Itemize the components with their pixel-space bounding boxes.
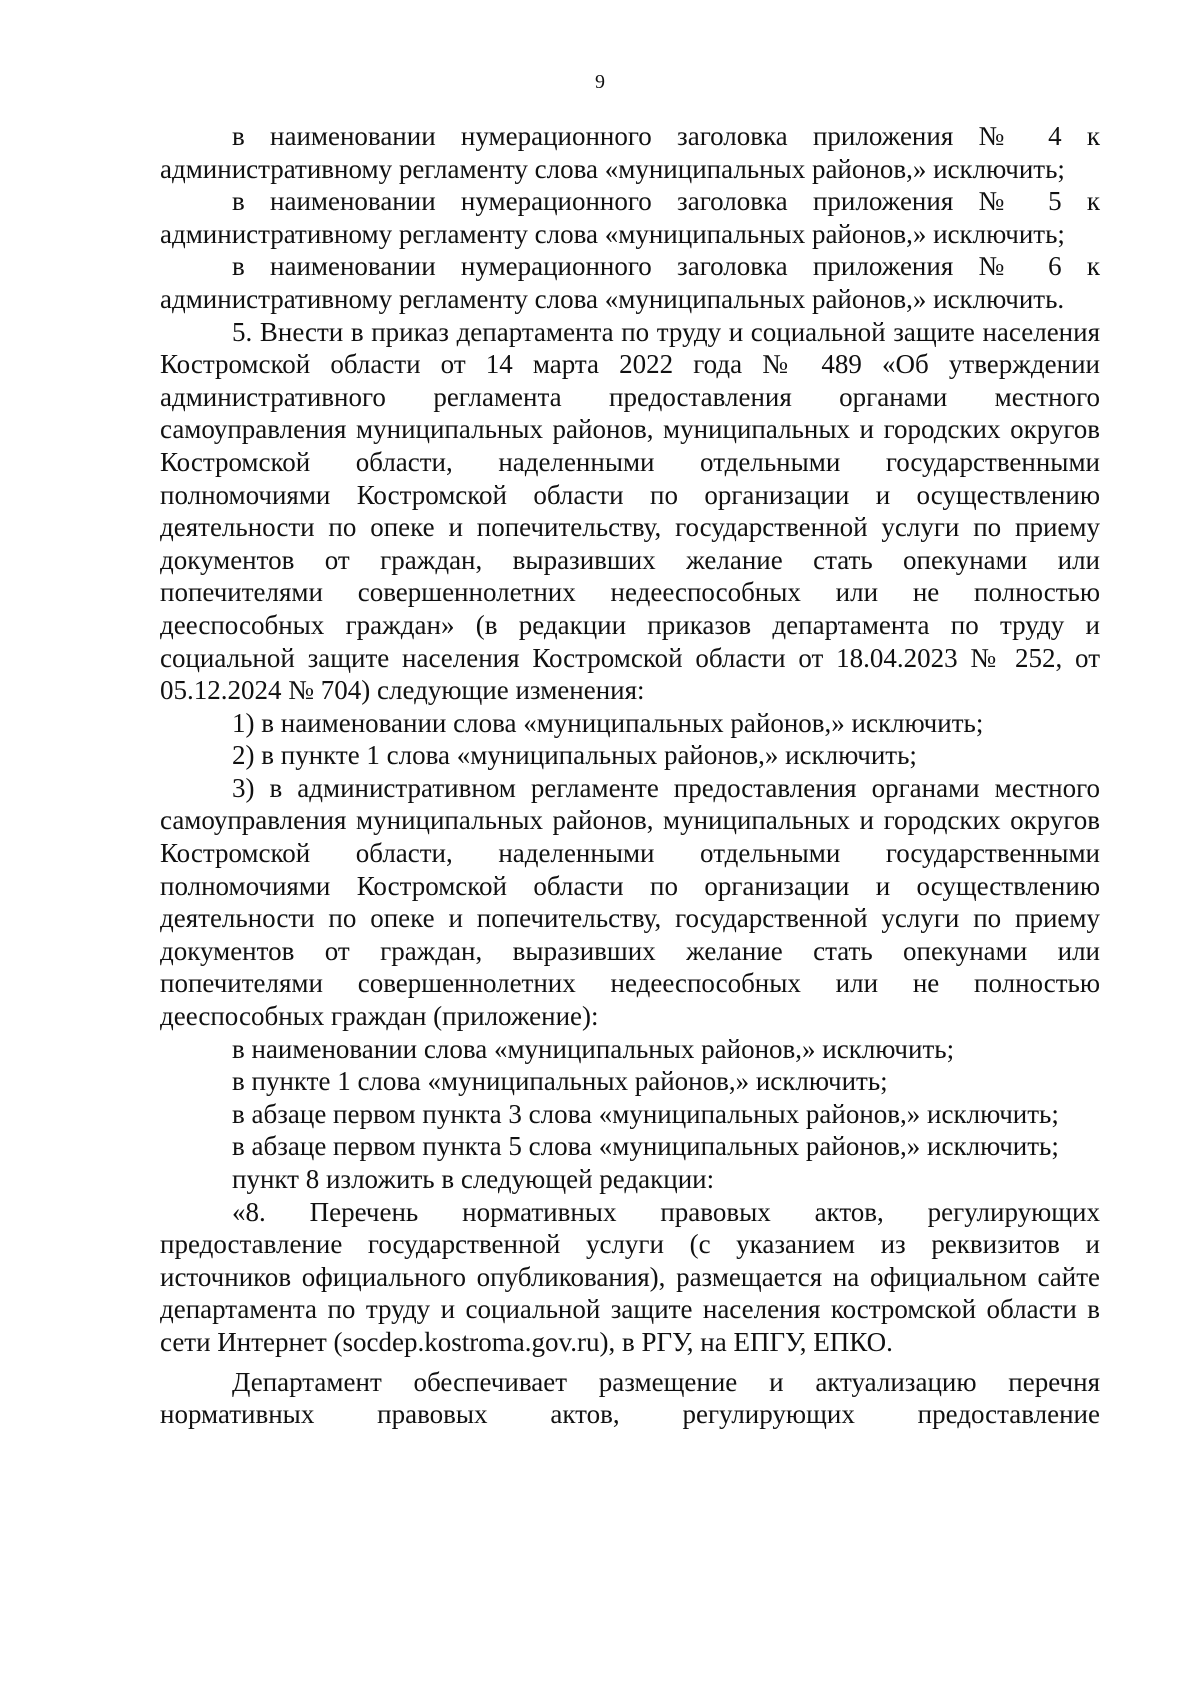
paragraph-title-change: в наименовании слова «муниципальных районов,» исключить;: [232, 1033, 955, 1064]
document-body: [160, 120, 1100, 1431]
paragraph-subitem-3: 3) в административном регламенте предоставления органами местного самоуправления муниципальных районов, муниципальных и городских округов Костромской области, наделенными отдельными государственными полномочиями Костромской области по организации и осуществлению деятельности по опеке и попечительству, государственной услуги по приему документов от граждан, выразивших желание стать опекунами или попечителями совершеннолетних недееспособных или не полностью дееспособных граждан (приложение):: [160, 772, 1100, 1032]
paragraph-point-8-intro: пункт 8 изложить в следующей редакции:: [232, 1164, 715, 1194]
paragraph-appendix-4: в наименовании нумерационного заголовка приложения № 4 к административному регламенту слова «муниципальных районов,» исключить;: [160, 121, 1100, 184]
paragraph-point-1-change: в пункте 1 слова «муниципальных районов,» исключить;: [232, 1066, 888, 1097]
page-number: 9: [595, 71, 605, 93]
paragraph-point-3-change: в абзаце первом пункта 3 слова «муниципальных районов,» исключить;: [232, 1098, 1059, 1129]
paragraph-point-8-text: «8. Перечень нормативных правовых актов, регулирующих предоставление государственной услуги (с указанием из реквизитов и источников официального опубликования), размещается на официальном сайте департамента по труду и социальной защите населения костромской области в сети Интернет (socdep.kostroma.gov.ru), в РГУ, на ЕПГУ, ЕПКО.: [160, 1196, 1100, 1357]
paragraph-point-5-change: в абзаце первом пункта 5 слова «муниципальных районов,» исключить;: [232, 1131, 1059, 1162]
paragraph-item-5: 5. Внести в приказ департамента по труду и социальной защите населения Костромской области от 14 марта 2022 года № 489 «Об утверждении административного регламента предоставления органами местного самоуправления муниципальных районов, муниципальных и городских округов Костромской области, наделенными отдельными государственными полномочиями Костромской области по организации и осуществлению деятельности по опеке и попечительству, государственной услуги по приему документов от граждан, выразивших желание стать опекунами или попечителями совершеннолетних недееспособных или не полностью дееспособных граждан» (в редакции приказов департамента по труду и социальной защите населения Костромской области от 18.04.2023 № 252, от 05.12.2024 № 704) следующие изменения:: [160, 316, 1100, 706]
paragraph-subitem-2: 2) в пункте 1 слова «муниципальных районов,» исключить;: [232, 740, 917, 771]
paragraph-subitem-1: 1) в наименовании слова «муниципальных районов,» исключить;: [232, 707, 984, 738]
paragraph-department-duty: Департамент обеспечивает размещение и актуализацию перечня нормативных правовых актов, регулирующих предоставление: [160, 1366, 1100, 1430]
paragraph-appendix-6: в наименовании нумерационного заголовка приложения № 6 к административному регламенту слова «муниципальных районов,» исключить.: [160, 251, 1100, 314]
paragraph-appendix-5: в наименовании нумерационного заголовка приложения № 5 к административному регламенту слова «муниципальных районов,» исключить;: [160, 186, 1100, 249]
